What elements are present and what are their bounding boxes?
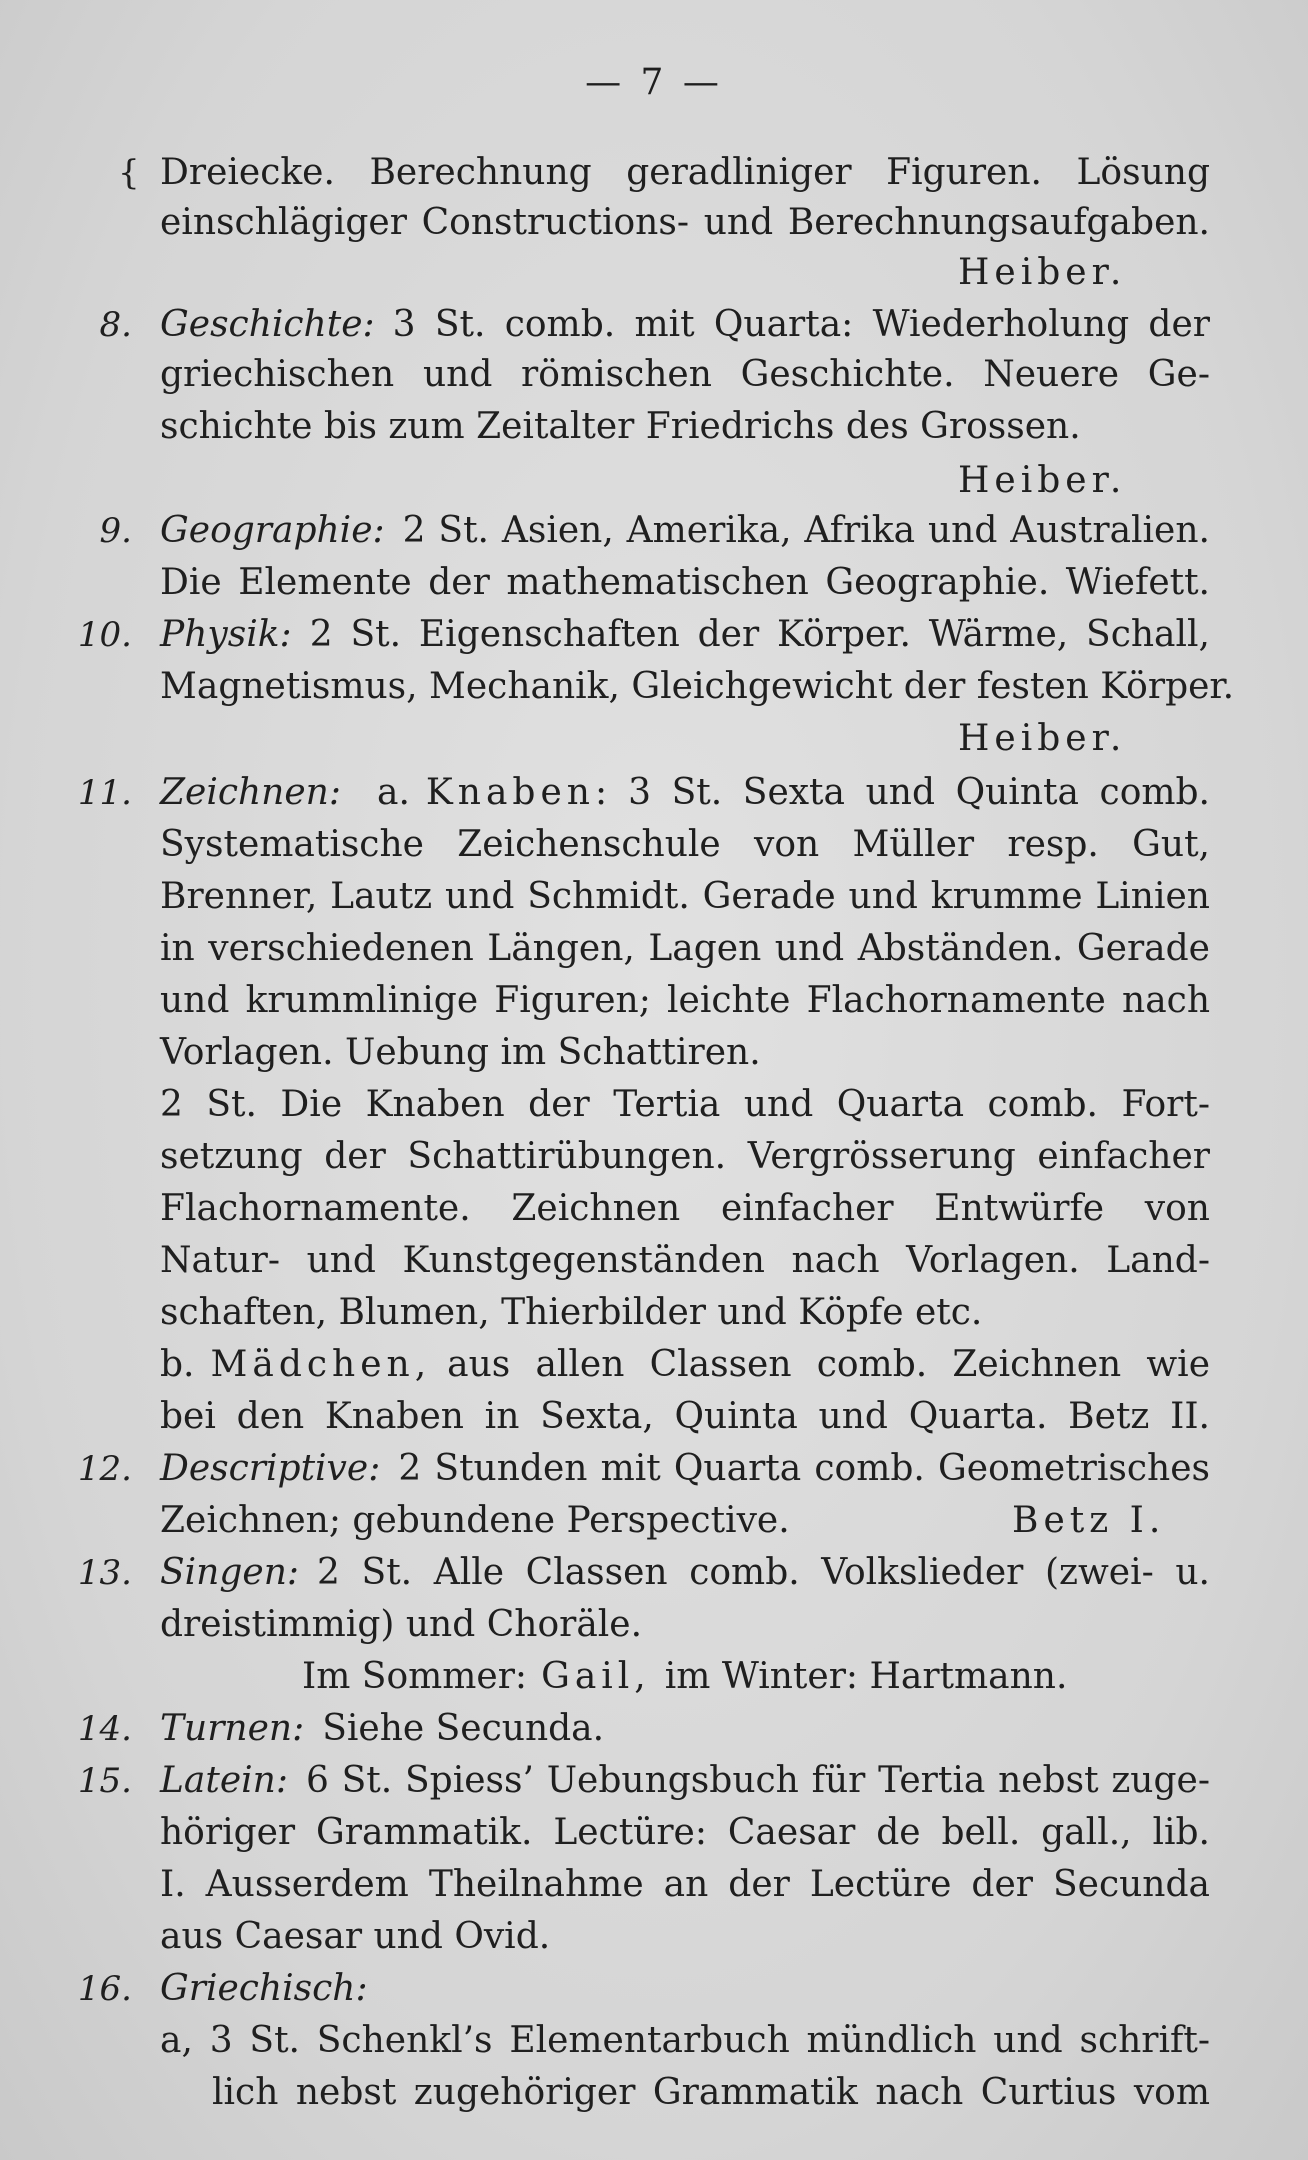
- text-line: setzung der Schattirübungen. Vergrösserung einfacher: [160, 1136, 1210, 1177]
- text-line: und krummlinige Figuren; leichte Flachornamente nach: [160, 980, 1210, 1021]
- section-number: 11.: [77, 773, 132, 813]
- text-line: I. Ausserdem Theilnahme an der Lectüre der Secunda: [160, 1864, 1210, 1905]
- author-signature: Heiber.: [958, 718, 1127, 759]
- line-content: 3 St. comb. mit Quarta: Wiederholung der: [392, 304, 1210, 345]
- text-line: [302, 1654, 1067, 1700]
- line-content: 2 Stunden mit Quarta comb. Geometrisches: [398, 1448, 1210, 1489]
- text-line: einschlägiger Constructions- und Berechnungsaufgaben.: [160, 202, 1210, 243]
- text-line: [160, 770, 1210, 816]
- text-line: [160, 508, 1210, 554]
- section-number: 16.: [77, 1969, 132, 2009]
- author-signature: Heiber.: [958, 252, 1127, 293]
- subject-heading: Turnen:: [160, 1708, 305, 1749]
- text-line: [160, 1706, 604, 1752]
- line-content: 2 St. Alle Classen comb. Volkslieder (zwei- u.: [317, 1552, 1210, 1593]
- text-line: Flachornamente. Zeichnen einfacher Entwürfe von: [160, 1188, 1210, 1229]
- teacher-name: Gail,: [541, 1656, 651, 1697]
- text-line: [160, 1550, 1210, 1596]
- line-content: aus allen Classen comb. Zeichnen wie: [447, 1344, 1210, 1385]
- text-line: schaften, Blumen, Thierbilder und Köpfe etc.: [160, 1292, 983, 1333]
- line-content: 2 St. Asien, Amerika, Afrika und Australien.: [402, 510, 1210, 551]
- line-content: 3 St. Sexta und Quinta comb.: [628, 772, 1210, 813]
- text-line: Brenner, Lautz und Schmidt. Gerade und krumme Linien: [160, 876, 1210, 917]
- group-label: Knaben:: [425, 772, 613, 813]
- text-line: Magnetismus, Mechanik, Gleichgewicht der festen Körper.: [160, 666, 1235, 707]
- author-signature: Betz I.: [1012, 1500, 1166, 1541]
- text-line: aus Caesar und Ovid.: [160, 1916, 551, 1957]
- subject-heading: Singen:: [160, 1552, 300, 1593]
- group-label: Mädchen,: [210, 1344, 432, 1385]
- text-line: höriger Grammatik. Lectüre: Caesar de bell. gall., lib.: [160, 1812, 1210, 1853]
- text-line: Die Elemente der mathematischen Geographie. Wiefett.: [160, 562, 1210, 603]
- line-content: 6 St. Spiess’ Uebungsbuch für Tertia nebst zuge-: [305, 1760, 1210, 1801]
- text-line: [160, 1342, 1210, 1388]
- subject-heading: Physik:: [160, 614, 292, 655]
- subsection-letter: b.: [160, 1344, 195, 1385]
- text-line: lich nebst zugehöriger Grammatik nach Curtius vom: [212, 2072, 1210, 2113]
- subject-heading: Griechisch:: [160, 1968, 368, 2009]
- section-number: 10.: [77, 615, 132, 655]
- text-line: Systematische Zeichenschule von Müller resp. Gut,: [160, 824, 1210, 865]
- section-number: 13.: [77, 1553, 132, 1593]
- subject-heading: Geographie:: [160, 510, 385, 551]
- subject-heading: Geschichte:: [160, 304, 375, 345]
- text-line: Natur- und Kunstgegenständen nach Vorlagen. Land-: [160, 1240, 1210, 1281]
- text-line: schichte bis zum Zeitalter Friedrichs des Grossen.: [160, 406, 1081, 447]
- text-line: Dreiecke. Berechnung geradliniger Figuren. Lösung: [160, 152, 1210, 193]
- subsection-letter: a.: [376, 772, 410, 813]
- line-content: Siehe Secunda.: [322, 1708, 605, 1749]
- text-line: Zeichnen; gebundene Perspective.: [160, 1500, 790, 1541]
- subject-heading: Latein:: [160, 1760, 288, 1801]
- line-prefix: Im Sommer:: [302, 1656, 528, 1697]
- section-number: 9.: [99, 511, 132, 551]
- text-line: Vorlagen. Uebung im Schattiren.: [160, 1032, 761, 1073]
- section-number: 8.: [99, 305, 132, 345]
- text-line: bei den Knaben in Sexta, Quinta und Quarta. Betz II.: [160, 1396, 1210, 1437]
- text-line: [160, 612, 1210, 658]
- text-line: dreistimmig) und Choräle.: [160, 1604, 643, 1645]
- section-number: 12.: [77, 1449, 132, 1489]
- text-line: [160, 1446, 1210, 1492]
- text-line: 2 St. Die Knaben der Tertia und Quarta comb. Fort-: [160, 1084, 1210, 1125]
- line-content: im Winter: Hartmann.: [664, 1656, 1068, 1697]
- author-signature: Heiber.: [958, 460, 1127, 501]
- text-line: in verschiedenen Längen, Lagen und Abständen. Gerade: [160, 928, 1210, 969]
- text-line: [160, 302, 1210, 348]
- section-number: 15.: [77, 1761, 132, 1801]
- line-content: 2 St. Eigenschaften der Körper. Wärme, Schall,: [309, 614, 1210, 655]
- text-line: a, 3 St. Schenkl’s Elementarbuch mündlich und schrift-: [160, 2020, 1210, 2061]
- text-line: griechischen und römischen Geschichte. Neuere Ge-: [160, 354, 1210, 395]
- subject-heading: Zeichnen:: [160, 772, 341, 813]
- subject-heading: Descriptive:: [160, 1448, 381, 1489]
- section-number: 14.: [77, 1709, 132, 1749]
- page-number: — 7 —: [585, 62, 723, 103]
- brace-mark: {: [118, 153, 140, 193]
- text-line: [160, 1758, 1210, 1804]
